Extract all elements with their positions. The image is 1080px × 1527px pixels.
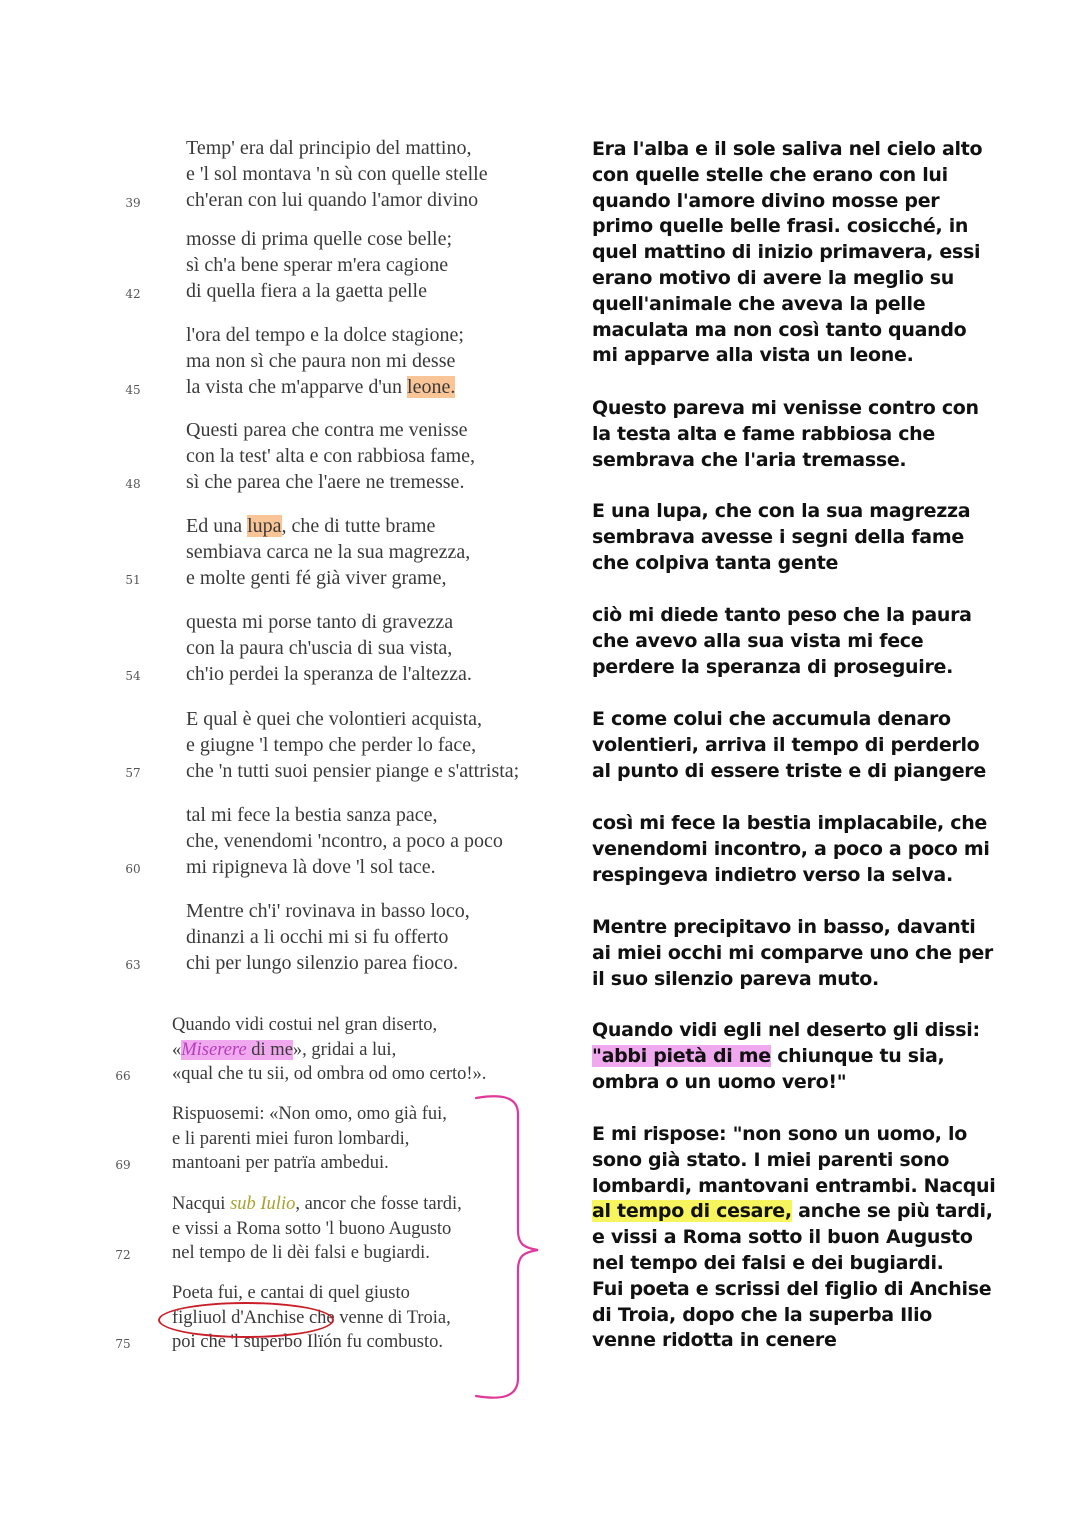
verse-line: tal mi fece la bestia sanza pace, (186, 804, 438, 826)
pink-bracket (470, 1090, 540, 1410)
translation-line: erano motivo di avere la meglio su (592, 266, 955, 289)
translation-block (592, 499, 1012, 576)
translation-line: sono già stato. I miei parenti sono (592, 1148, 950, 1171)
highlight-sub-iulio: sub Iulio (230, 1194, 296, 1214)
verse-stanza (186, 226, 586, 304)
verse-line (172, 1038, 572, 1063)
verse-text: , che di tutte brame (281, 515, 436, 537)
translation-line: perdere la speranza di proseguire. (592, 655, 954, 678)
verse-number: 39 (125, 196, 141, 210)
translation-line: la testa alta e fame rabbiosa che (592, 422, 935, 445)
verse-line: e vissi a Roma sotto 'l buono Augusto (172, 1218, 452, 1239)
verse-line: e molte genti fé già viver grame, (186, 567, 447, 589)
verse-number: 45 (125, 383, 141, 397)
verse-line: e giugne 'l tempo che perder lo face, (186, 734, 477, 756)
translation-block (592, 707, 1012, 784)
translation-line: Questo pareva mi venisse contro con (592, 397, 979, 419)
translation-line: maculata ma non così tanto quando (592, 318, 967, 341)
translation-line: quel mattino di inizio primavera, essi (592, 241, 981, 264)
verse-stanza (186, 609, 586, 687)
verse-number: 66 (115, 1069, 131, 1083)
translation-text: anche se più tardi, (791, 1200, 993, 1223)
verse-text: la vista che m'apparve d'un (186, 376, 408, 398)
verse-line: Mentre ch'i' rovinava in basso loco, (186, 900, 470, 922)
translation-line: nel tempo dei falsi e dei bugiardi. (592, 1251, 944, 1274)
translation-line: di Troia, dopo che la superba Ilio (592, 1303, 933, 1326)
verse-number: 42 (125, 287, 141, 301)
verse-line: che 'n tutti suoi pensier piange e s'attrista; (186, 760, 520, 782)
verse-text: , ancor che fosse tardi, (295, 1194, 462, 1214)
verse-line: l'ora del tempo e la dolce stagione; (186, 324, 464, 346)
verse-line: che, venendomi 'ncontro, a poco a poco (186, 830, 503, 852)
verse-line: e 'l sol montava 'n sù con quelle stelle (186, 163, 488, 185)
verse-line: e li parenti miei furon lombardi, (172, 1128, 410, 1149)
verse-line: ch'io perdei la speranza de l'altezza. (186, 663, 472, 685)
translation-line: ciò mi diede tanto peso che la paura (592, 604, 972, 626)
translation-line: quando l'amore divino mosse per (592, 189, 940, 212)
translation-line: E come colui che accumula denaro (592, 708, 951, 730)
translation-line: E una lupa, che con la sua magrezza (592, 500, 971, 522)
verse-number: 54 (125, 669, 141, 683)
highlight-lupa: lupa (247, 515, 282, 537)
verse-stanza (186, 706, 586, 784)
red-circle-mark (158, 1302, 334, 1338)
translation-block (592, 603, 1012, 680)
verse-number: 63 (125, 958, 141, 972)
verse-stanza (186, 417, 586, 495)
translation-block (592, 811, 1012, 888)
translation-line: sembrava che l'aria tremasse. (592, 448, 907, 471)
verse-text: « (172, 1039, 182, 1060)
highlight-abbi-pieta: "abbi pietà di me (592, 1044, 771, 1067)
verse-line: questa mi porse tanto di gravezza (186, 611, 454, 633)
verse-number: 75 (115, 1337, 131, 1351)
translation-line: Era l'alba e il sole saliva nel cielo alto (592, 138, 983, 160)
translation-line: venendomi incontro, a poco a poco mi (592, 837, 990, 860)
verse-line: dinanzi a li occhi mi si fu offerto (186, 926, 449, 948)
translation-line: il suo silenzio pareva muto. (592, 967, 879, 990)
translation-block (592, 1018, 1012, 1095)
translation-line: volentieri, arriva il tempo di perderlo (592, 733, 980, 756)
verse-line: con la test' alta e con rabbiosa fame, (186, 445, 476, 467)
translation-text: chiunque tu sia, (770, 1044, 945, 1067)
verse-line: sembiava carca ne la sua magrezza, (186, 541, 471, 563)
translation-block (592, 1122, 1012, 1354)
translation-line: che avevo alla sua vista mi fece (592, 629, 924, 652)
verse-line: «qual che tu sii, od ombra od omo certo!». (172, 1064, 487, 1084)
translation-line: e vissi a Roma sotto il buon Augusto (592, 1226, 973, 1249)
translation-line: primo quelle belle frasi. cosicché, in (592, 215, 969, 238)
verse-line: sì ch'a bene sperar m'era cagione (186, 254, 449, 276)
verse-text: figliuol d'Anchise (172, 1307, 305, 1328)
verse-line: ma non sì che paura non mi desse (186, 350, 456, 372)
verse-line: sì che parea che l'aere ne tremesse. (186, 471, 465, 493)
translation-line: quell'animale che aveva la pelle (592, 292, 926, 315)
translation-line (592, 1044, 1012, 1070)
translation-line: al punto di essere triste e di piangere (592, 759, 986, 782)
verse-number: 57 (125, 766, 141, 780)
translation-line: ai miei occhi mi comparve uno che per (592, 941, 993, 964)
verse-line: mi ripigneva là dove 'l sol tace. (186, 856, 436, 878)
verse-stanza (186, 513, 586, 591)
verse-line: poi che 'l superbo Ilïón fu combusto. (172, 1332, 444, 1352)
verse-text: Nacqui (172, 1194, 231, 1214)
verse-number: 51 (125, 573, 141, 587)
verse-stanza (186, 802, 586, 880)
translation-line: respingeva indietro verso la selva. (592, 863, 953, 886)
verse-number: 72 (115, 1248, 131, 1262)
translation-line: E mi rispose: "non sono un uomo, lo (592, 1123, 967, 1145)
verse-text: Ed una (186, 515, 248, 537)
verse-text: che venne di Troia, (304, 1307, 451, 1328)
verse-stanza (172, 1013, 572, 1087)
translation-line (592, 1199, 1012, 1225)
translation-line: lombardi, mantovani entrambi. Nacqui (592, 1174, 996, 1197)
verse-line: Rispuosemi: «Non omo, omo già fui, (172, 1104, 447, 1124)
highlight-leone: leone. (407, 376, 456, 398)
verse-line: nel tempo de li dèi falsi e bugiardi. (172, 1243, 430, 1263)
verse-line: Questi parea che contra me venisse (186, 419, 468, 441)
verse-line (186, 513, 586, 539)
verse-line: mantoani per patrïa ambedui. (172, 1153, 389, 1173)
verse-line: di quella fiera a la gaetta pelle (186, 280, 427, 302)
translation-line: sembrava avesse i segni della fame (592, 525, 964, 548)
verse-stanza (186, 135, 586, 213)
translation-line: con quelle stelle che erano con lui (592, 163, 948, 186)
translation-line: Mentre precipitavo in basso, davanti (592, 916, 976, 938)
translation-line: così mi fece la bestia implacabile, che (592, 812, 988, 834)
verse-line: chi per lungo silenzio parea fioco. (186, 952, 459, 974)
translation-block (592, 915, 1012, 992)
translation-block (592, 396, 1012, 473)
verse-line: Poeta fui, e cantai di quel giusto (172, 1283, 410, 1303)
verse-stanza (186, 898, 586, 976)
translation-line: che colpiva tanta gente (592, 551, 839, 574)
verse-line: ch'eran con lui quando l'amor divino (186, 189, 479, 211)
verse-line (186, 374, 586, 400)
highlight-al-tempo-di-cesare: al tempo di cesare, (592, 1200, 792, 1223)
highlight-di-me: di me (246, 1039, 293, 1060)
translation-block (592, 137, 1012, 369)
verse-line: mosse di prima quelle cose belle; (186, 228, 453, 250)
circled-figliuol-anchise (172, 1308, 304, 1328)
verse-number: 69 (115, 1158, 131, 1172)
translation-line: Fui poeta e scrissi del figlio di Anchise (592, 1277, 992, 1300)
verse-number: 60 (125, 862, 141, 876)
translation-line: ombra o un uomo vero!" (592, 1070, 847, 1093)
verse-number: 48 (125, 477, 141, 491)
verse-line: Quando vidi costui nel gran diserto, (172, 1015, 438, 1035)
translation-line: Quando vidi egli nel deserto gli dissi: (592, 1019, 980, 1041)
verse-line: con la paura ch'uscia di sua vista, (186, 637, 453, 659)
translation-line: venne ridotta in cenere (592, 1329, 837, 1352)
verse-stanza (186, 322, 586, 400)
verse-line: E qual è quei che volontieri acquista, (186, 708, 483, 730)
translation-line: mi apparve alla vista un leone. (592, 344, 914, 367)
highlight-miserere: Miserere (181, 1039, 247, 1060)
verse-text: », gridai a lui, (292, 1039, 397, 1060)
verse-line: Temp' era dal principio del mattino, (186, 137, 472, 159)
